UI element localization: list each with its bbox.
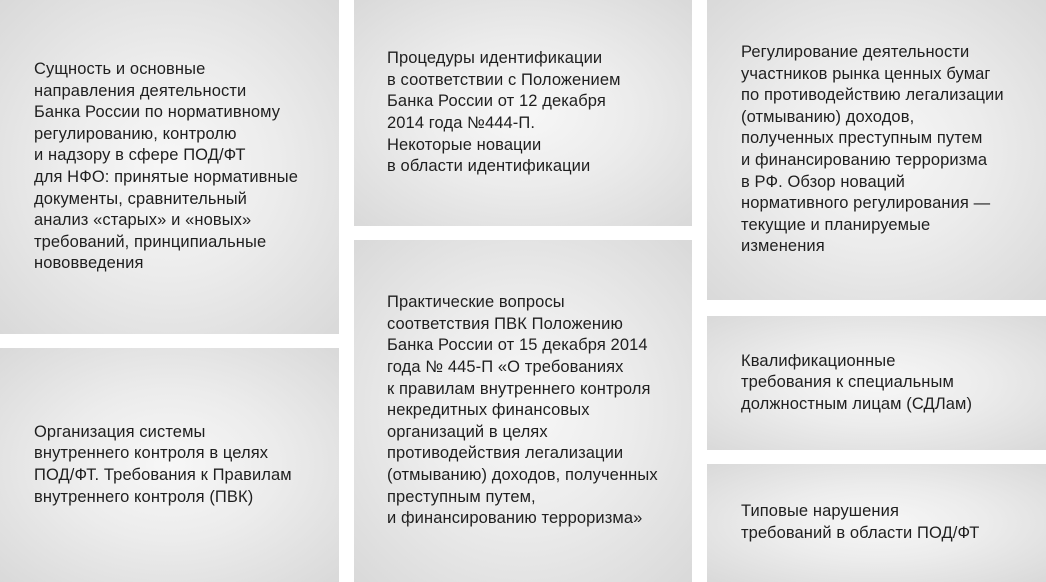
- topic-card-violations: [707, 464, 1046, 582]
- topic-card-text: Типовые нарушения требований в области ПОД/ФТ: [741, 502, 980, 542]
- topic-card-identification: [354, 0, 692, 226]
- topic-card-internal-control: [0, 348, 339, 582]
- topic-card-pvk-compliance: [354, 240, 692, 582]
- topic-card-text: Квалификационные требования к специальным должностным лицам (СДЛам): [741, 351, 973, 413]
- topic-card-npa-overview: [0, 0, 339, 334]
- topic-card-text: Сущность и основные направления деятельности Банка России по нормативному регулированию, контролю и надзору в сфере ПОД/ФТ для НФО: принятые нормативные документы, сравнительный анализ «старых» и «новых» требований, принципиальные нововведения: [34, 60, 298, 273]
- topic-card-text: Процедуры идентификации в соответствии с Положением Банка России от 12 декабря 2014 года №444-П. Некоторые новации в области идентификации: [387, 49, 621, 176]
- topic-card-text: Организация системы внутреннего контроля в целях ПОД/ФТ. Требования к Правилам внутреннего контроля (ПВК): [34, 422, 292, 506]
- topic-card-text: Практические вопросы соответствия ПВК Положению Банка России от 15 декабря 2014 года № 445-П «О требованиях к правилам внутреннего контроля некредитных финансовых организаций в целях противодействия легализации (отмыванию) доходов, полученных преступным путем, и финансированию терроризма»: [387, 293, 658, 528]
- topic-card-text: Регулирование деятельности участников рынка ценных бумаг по противодействию легализации (отмыванию) доходов, полученных преступным путем и финансированию терроризма в РФ. Обзор новаций нормативного регулирования — текущие и планируемые изменения: [741, 43, 1004, 256]
- topic-card-securities-market: [707, 0, 1046, 300]
- topic-card-qualification: [707, 316, 1046, 450]
